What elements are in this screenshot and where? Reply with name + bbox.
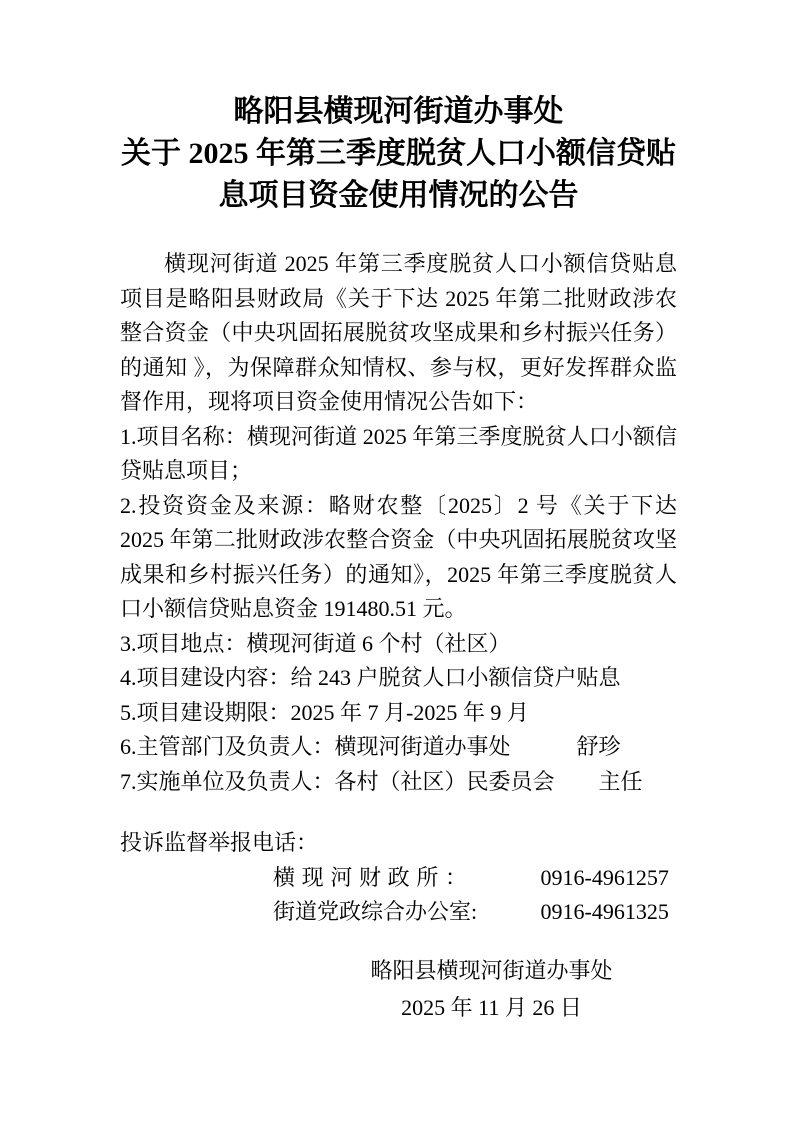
- intro-paragraph: 横现河街道 2025 年第三季度脱贫人口小额信贷贴息项目是略阳县财政局《关于下达 2025 年第二批财政涉农整合资金（中央巩固拓展脱贫攻坚成果和乡村振兴任务）的通知 》，为保障群众知情权、参与权，更好发挥群众监督作用，现将项目资金使用情况公告如下：: [120, 251, 677, 414]
- signature-date: 2025 年 11 月 26 日: [401, 994, 582, 1020]
- complaint-hotline-heading: 投诉监督举报电话：: [120, 830, 319, 855]
- item-implementing-unit: 7.实施单位及负责人：各村（社区）民委员会 主任: [120, 768, 643, 794]
- item-project-location: 3.项目地点：横现河街道 6 个村（社区）: [120, 630, 511, 656]
- document-title: [120, 91, 677, 217]
- item-project-content: 4.项目建设内容：给 243 户脱贫人口小额信贷户贴息: [120, 665, 621, 690]
- item-funding-source: 2.投资资金及来源：略财农整〔2025〕2 号《关于下达 2025 年第二批财政涉农整合资金（中央巩固拓展脱贫攻坚成果和乡村振兴任务）的通知》，2025 年第三季度脱贫人口小额信贷贴息资金 191480.51 元。: [120, 492, 677, 621]
- complaint-section: [120, 826, 677, 930]
- contact-office-finance-label: 横现河财政所：: [273, 864, 467, 890]
- document-body: [120, 247, 677, 1026]
- item-project-period: 5.项目建设期限：2025 年 7 月-2025 年 9 月: [120, 699, 529, 725]
- contact-phone-finance-number: 0916-4961257: [540, 864, 669, 890]
- contact-office-admin-label: 街道党政综合办公室:: [273, 899, 478, 924]
- item-project-name: 1.项目名称：横现河街道 2025 年第三季度脱贫人口小额信贷贴息项目；: [120, 423, 677, 483]
- signature-issuer: 略阳县横现河街道办事处: [370, 957, 613, 983]
- title-line-subject-1: 关于 2025 年第三季度脱贫人口小额信贷贴: [121, 137, 676, 170]
- contact-phone-admin-number: 0916-4961325: [540, 899, 669, 924]
- signature-block: [120, 952, 677, 1026]
- item-supervising-department: 6.主管部门及负责人：横现河街道办事处 舒珍: [120, 734, 621, 759]
- title-line-subject-2: 息项目资金使用情况的公告: [218, 179, 579, 212]
- title-line-issuer: 略阳县横现河街道办事处: [233, 95, 564, 128]
- contact-row-finance-office: [120, 861, 677, 896]
- contact-row-admin-office: [120, 895, 677, 930]
